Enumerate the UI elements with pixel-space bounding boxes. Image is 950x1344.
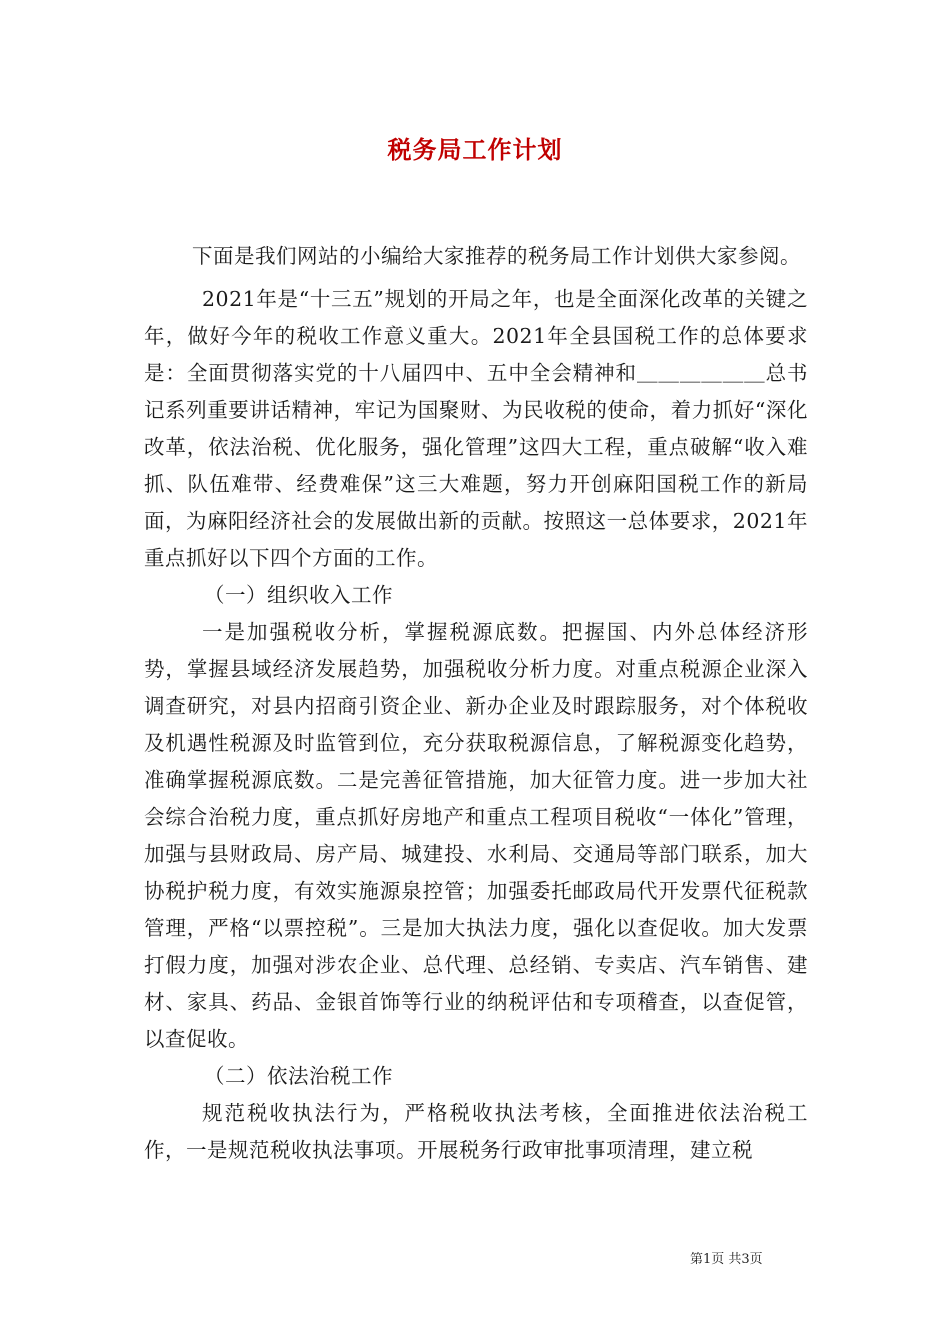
section-heading-rule-of-law: （二）依法治税工作 [204,1064,393,1088]
document-body [144,238,808,1169]
document-title: 税务局工作计划 [387,135,563,164]
lead-paragraph: 2021年是“十三五”规划的开局之年，也是全面深化改革的关键之年，做好今年的税收工作意义重大。2021年全县国税工作的总体要求是：全面贯彻落实党的十八届四中、五中全会精神和＿＿＿＿＿＿总书记系列重要讲话精神，牢记为国聚财、为民收税的使命，着力抓好“深化改革，依法治税、优化服务，强化管理”这四大工程，重点破解“收入难抓、队伍难带、经费难保”这三大难题，努力开创麻阳国税工作的新局面，为麻阳经济社会的发展做出新的贡献。按照这一总体要求，2021年重点抓好以下四个方面的工作。 [144,287,808,570]
section-heading-revenue: （一）组织收入工作 [204,583,393,607]
intro-paragraph: 下面是我们网站的小编给大家推荐的税务局工作计划供大家参阅。 [192,244,801,268]
rule-of-law-paragraph: 规范税收执法行为，严格税收执法考核，全面推进依法治税工作，一是规范税收执法事项。开展税务行政审批事项清理，建立税 [144,1101,808,1162]
page-number-footer: 第1页 共3页 [690,1252,763,1267]
revenue-paragraph: 一是加强税收分析，掌握税源底数。把握国、内外总体经济形势，掌握县域经济发展趋势，加强税收分析力度。对重点税源企业深入调查研究，对县内招商引资企业、新办企业及时跟踪服务，对个体税收及机遇性税源及时监管到位，充分获取税源信息，了解税源变化趋势，准确掌握税源底数。二是完善征管措施，加大征管力度。进一步加大社会综合治税力度，重点抓好房地产和重点工程项目税收“一体化”管理，加强与县财政局、房产局、城建投、水利局、交通局等部门联系，加大协税护税力度，有效实施源泉控管；加强委托邮政局代开发票代征税款管理，严格“以票控税”。三是加大执法力度，强化以查促收。加大发票打假力度，加强对涉农企业、总代理、总经销、专卖店、汽车销售、建材、家具、药品、金银首饰等行业的纳税评估和专项稽查，以查促管，以查促收。 [144,620,808,1051]
